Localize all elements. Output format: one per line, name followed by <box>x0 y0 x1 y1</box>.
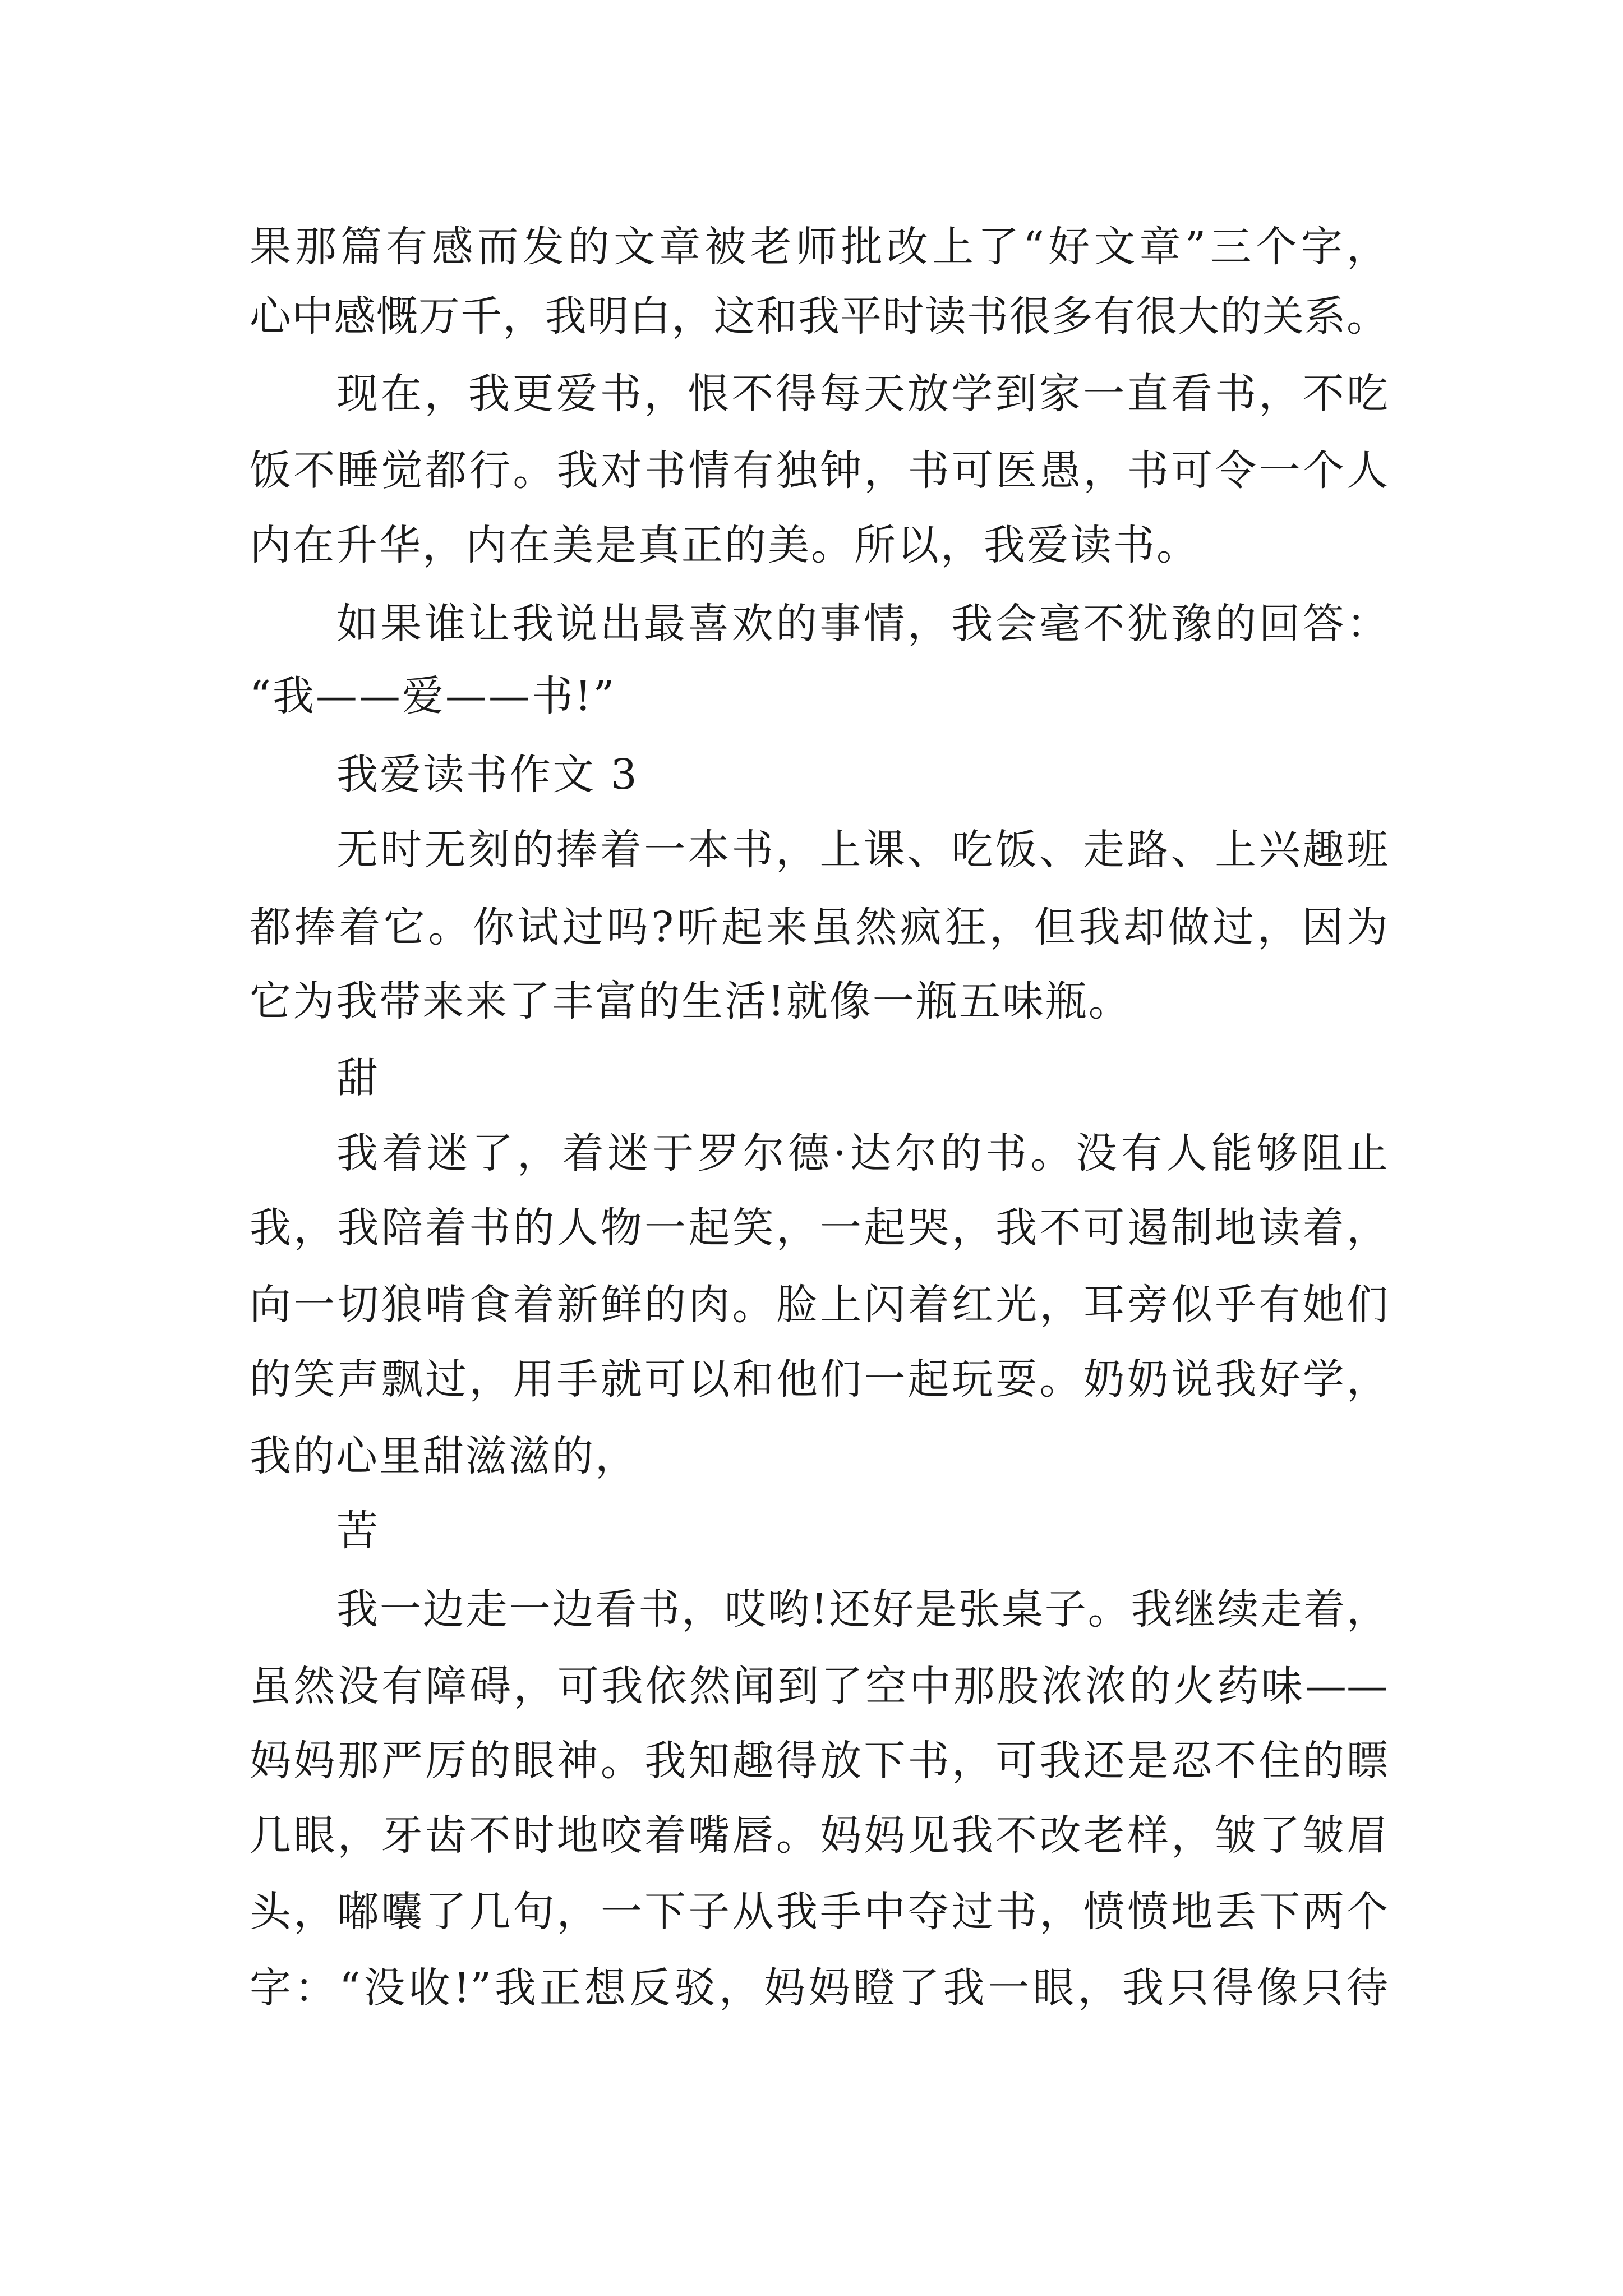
text-line: 的笑声飘过，用手就可以和他们一起玩耍。奶奶说我好学， <box>250 1355 1388 1404</box>
text-line: 内在升华，内在美是真正的美。所以，我爱读书。 <box>250 521 1200 569</box>
text-line: 几眼，牙齿不时地咬着嘴唇。妈妈见我不改老样，皱了皱眉 <box>250 1811 1388 1860</box>
text-line: 都捧着它。你试过吗?听起来虽然疯狂，但我却做过，因为 <box>250 903 1388 951</box>
text-line: 虽然没有障碍，可我依然闻到了空中那股浓浓的火药味—— <box>250 1662 1388 1710</box>
text-line: 我着迷了，着迷于罗尔德·达尔的书。没有人能够阻止 <box>336 1129 1388 1177</box>
text-line: 无时无刻的捧着一本书，上课、吃饭、走路、上兴趣班 <box>336 826 1388 874</box>
text-line: 我，我陪着书的人物一起笑，一起哭，我不可遏制地读着， <box>250 1204 1388 1252</box>
text-line: 现在，我更爱书，恨不得每天放学到家一直看书，不吃 <box>336 370 1388 418</box>
text-line: 我一边走一边看书，哎哟!还好是张桌子。我继续走着， <box>336 1585 1388 1634</box>
text-line: 头，嘟囔了几句，一下子从我手中夺过书，愤愤地丢下两个 <box>250 1888 1388 1936</box>
text-line: 心中感慨万千，我明白，这和我平时读书很多有很大的关系。 <box>250 292 1388 341</box>
text-line: 向一切狼啃食着新鲜的肉。脸上闪着红光，耳旁似乎有她们 <box>250 1281 1388 1329</box>
text-line: 它为我带来来了丰富的生活!就像一瓶五味瓶。 <box>250 977 1132 1025</box>
subheading-sweet: 甜 <box>336 1054 380 1102</box>
text-line: 我的心里甜滋滋的， <box>250 1432 638 1480</box>
text-line: 饭不睡觉都行。我对书情有独钟，书可医愚，书可令一个人 <box>250 447 1388 495</box>
section-heading: 我爱读书作文 3 <box>336 751 639 799</box>
text-line: 如果谁让我说出最喜欢的事情，我会毫不犹豫的回答： <box>336 600 1388 648</box>
text-line: 果那篇有感而发的文章被老师批改上了“好文章”三个字， <box>250 223 1388 271</box>
text-line: 妈妈那严厉的眼神。我知趣得放下书，可我还是忍不住的瞟 <box>250 1737 1388 1785</box>
text-line: 字：“没收!”我正想反驳，妈妈瞪了我一眼，我只得像只待 <box>250 1964 1388 2012</box>
subheading-bitter: 苦 <box>336 1507 380 1555</box>
text-line: “我——爱——书!” <box>250 672 616 720</box>
